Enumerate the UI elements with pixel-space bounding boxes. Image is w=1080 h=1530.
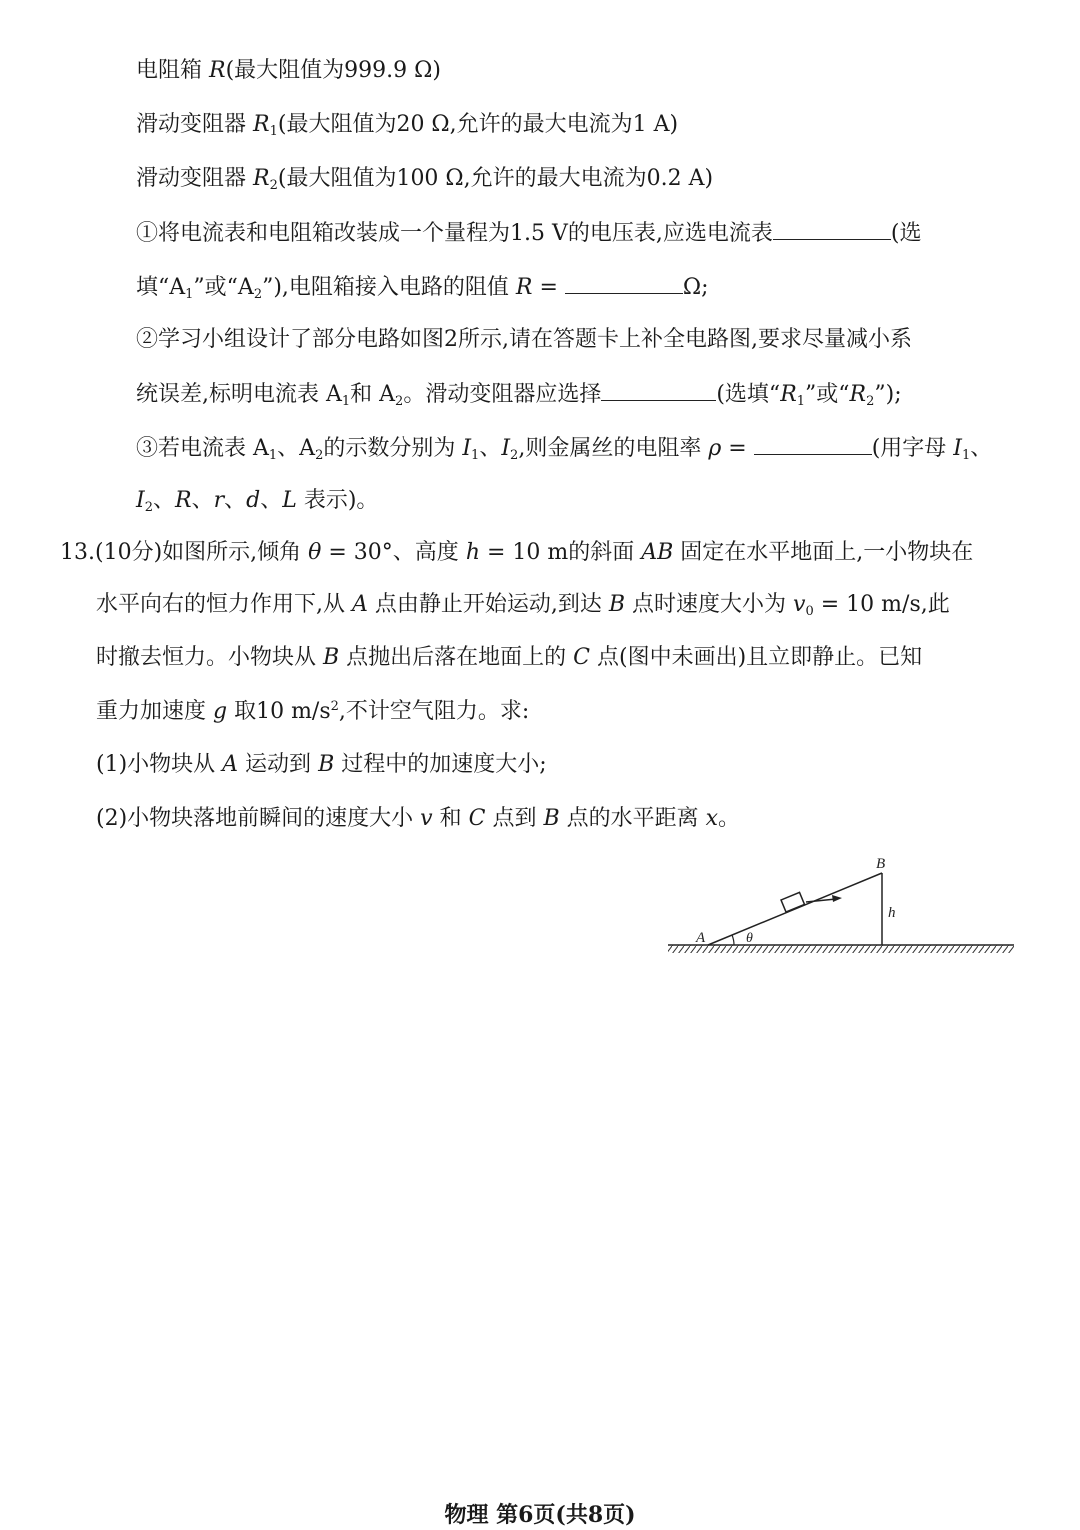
subscript: 1 bbox=[341, 394, 351, 409]
text: 固定在水平地面上,一小物块在 bbox=[673, 540, 974, 565]
text: ②学习小组设计了部分电路如图2所示,请在答题卡上补全电路图,要求尽量减小系 bbox=[136, 327, 912, 352]
text: 填“A bbox=[136, 275, 186, 300]
ground-hatching bbox=[668, 945, 1014, 953]
text: 的示数分别为 bbox=[323, 436, 463, 461]
text: ”或“ bbox=[805, 382, 850, 407]
text: (选 bbox=[890, 221, 922, 246]
subscript: 2 bbox=[269, 178, 278, 193]
text: = 10 m/s,此 bbox=[813, 592, 950, 617]
answer-blank-resistance[interactable] bbox=[565, 271, 683, 294]
text: 。 bbox=[718, 806, 741, 831]
symbol: I bbox=[501, 436, 511, 461]
text: = 10 m的斜面 bbox=[479, 540, 642, 565]
force-arrowhead bbox=[832, 895, 842, 902]
text: 、A bbox=[277, 436, 316, 461]
text: 、 bbox=[479, 436, 502, 461]
subscript: 0 bbox=[805, 604, 814, 619]
text: 取10 m/s bbox=[227, 699, 331, 724]
equipment-resistance-box bbox=[136, 56, 1080, 86]
text: 点到 bbox=[485, 806, 544, 831]
label-a: A bbox=[696, 930, 706, 946]
text: 、 bbox=[224, 488, 247, 513]
page-footer: 物理 第6页(共8页) bbox=[444, 1502, 636, 1528]
text: = bbox=[721, 436, 754, 461]
symbol: g bbox=[213, 699, 228, 724]
text: 和 A bbox=[350, 382, 396, 407]
symbol: B bbox=[543, 806, 560, 831]
label-b: B bbox=[876, 856, 886, 872]
symbol: R bbox=[849, 382, 867, 407]
text: 时撤去恒力。小物块从 bbox=[96, 645, 323, 670]
q13-line4 bbox=[96, 697, 1080, 727]
text: 点(图中未画出)且立即静止。已知 bbox=[590, 645, 923, 670]
text: 、 bbox=[152, 488, 175, 513]
symbol: A bbox=[352, 592, 368, 617]
q12-step2-line2 bbox=[136, 378, 1080, 410]
symbol: x bbox=[705, 806, 719, 831]
text: 点由静止开始运动,到达 bbox=[367, 592, 609, 617]
answer-blank-rheostat[interactable] bbox=[601, 378, 716, 401]
text: 运动到 bbox=[238, 752, 319, 777]
text: 、 bbox=[260, 488, 283, 513]
subscript: 1 bbox=[185, 287, 194, 302]
text: 点的水平距离 bbox=[559, 806, 706, 831]
text: (2)小物块落地前瞬间的速度大小 bbox=[96, 806, 421, 831]
text: ,则金属丝的电阻率 bbox=[518, 436, 709, 461]
text: 滑动变阻器 bbox=[136, 166, 253, 191]
text: = bbox=[532, 275, 565, 300]
subscript: 1 bbox=[961, 448, 971, 463]
text: 13.(10分)如图所示,倾角 bbox=[60, 540, 309, 565]
subscript: 1 bbox=[471, 448, 480, 463]
symbol: C bbox=[468, 806, 486, 831]
text: (1)小物块从 bbox=[96, 752, 223, 777]
text: 滑动变阻器 bbox=[136, 112, 253, 137]
text: ”); bbox=[874, 382, 902, 407]
text: (选填“ bbox=[716, 382, 781, 407]
subscript: 2 bbox=[510, 448, 519, 463]
equipment-rheostat-r1 bbox=[136, 110, 1080, 140]
symbol: R bbox=[780, 382, 797, 407]
text: 点抛出后落在地面上的 bbox=[339, 645, 574, 670]
symbol: v bbox=[420, 806, 433, 831]
q13-subquestion-1 bbox=[96, 750, 1080, 780]
q13-line3 bbox=[96, 643, 1080, 673]
text: 、 bbox=[191, 488, 214, 513]
text: 电阻箱 bbox=[136, 58, 209, 83]
text: 表示)。 bbox=[296, 488, 379, 513]
text: 、 bbox=[970, 436, 993, 461]
text: ”),电阻箱接入电路的阻值 bbox=[262, 275, 516, 300]
text: Ω; bbox=[682, 275, 709, 300]
symbol: v bbox=[793, 592, 806, 617]
q12-step1-line1 bbox=[136, 217, 1080, 249]
symbol: B bbox=[608, 592, 626, 617]
symbol: I bbox=[953, 436, 962, 461]
text: 重力加速度 bbox=[96, 699, 213, 724]
q12-step1-line2 bbox=[136, 271, 1080, 303]
text: ①将电流表和电阻箱改装成一个量程为1.5 V的电压表,应选电流表 bbox=[136, 221, 773, 246]
symbol: I bbox=[462, 436, 472, 461]
superscript: 2 bbox=[330, 699, 339, 714]
symbol: h bbox=[465, 540, 480, 565]
symbol: A bbox=[222, 752, 239, 777]
symbol: d bbox=[246, 488, 261, 513]
subscript: 2 bbox=[866, 394, 875, 409]
q12-step2-line1 bbox=[136, 325, 1080, 355]
label-theta: θ bbox=[746, 931, 753, 946]
text: 。滑动变阻器应选择 bbox=[403, 382, 602, 407]
text: = 30°、高度 bbox=[321, 540, 466, 565]
incline-figure bbox=[660, 850, 1020, 962]
symbol: L bbox=[282, 488, 297, 513]
subscript: 2 bbox=[144, 500, 153, 515]
block bbox=[781, 892, 804, 912]
symbol: R bbox=[175, 488, 192, 513]
text: 统误差,标明电流表 A bbox=[136, 382, 342, 407]
angle-arc bbox=[732, 935, 734, 945]
symbol: R bbox=[253, 112, 270, 137]
subscript: 1 bbox=[269, 124, 278, 139]
subscript: 2 bbox=[395, 394, 404, 409]
symbol: ρ bbox=[708, 436, 722, 461]
text: 水平向右的恒力作用下,从 bbox=[96, 592, 352, 617]
symbol: R bbox=[515, 275, 533, 300]
subscript: 2 bbox=[315, 448, 324, 463]
symbol: r bbox=[213, 488, 225, 513]
label-h: h bbox=[888, 905, 896, 921]
symbol: C bbox=[573, 645, 591, 670]
text: (用字母 bbox=[871, 436, 954, 461]
subscript: 1 bbox=[268, 448, 278, 463]
text: 过程中的加速度大小; bbox=[334, 752, 547, 777]
subscript: 1 bbox=[796, 394, 806, 409]
symbol: θ bbox=[308, 540, 322, 565]
symbol: R bbox=[253, 166, 270, 191]
q13-line1 bbox=[60, 538, 1080, 568]
text: (最大阻值为999.9 Ω) bbox=[225, 58, 441, 83]
symbol: B bbox=[323, 645, 340, 670]
text: 点时速度大小为 bbox=[625, 592, 794, 617]
q13-line2 bbox=[96, 590, 1080, 620]
answer-blank-ammeter[interactable] bbox=[773, 217, 891, 240]
text: ,不计空气阻力。求: bbox=[338, 699, 530, 724]
force-arrow bbox=[806, 899, 836, 902]
answer-blank-resistivity[interactable] bbox=[754, 432, 872, 455]
q12-step3-line2 bbox=[136, 486, 1080, 516]
text: 和 bbox=[432, 806, 469, 831]
text: (最大阻值为100 Ω,允许的最大电流为0.2 A) bbox=[277, 166, 714, 191]
q12-step3-line1 bbox=[136, 432, 1080, 464]
q13-subquestion-2 bbox=[96, 804, 1080, 834]
symbol: R bbox=[209, 58, 226, 83]
subscript: 2 bbox=[253, 287, 263, 302]
equipment-rheostat-r2 bbox=[136, 164, 1080, 194]
symbol: B bbox=[318, 752, 335, 777]
text: (最大阻值为20 Ω,允许的最大电流为1 A) bbox=[277, 112, 679, 137]
symbol: AB bbox=[641, 540, 674, 565]
text: ”或“A bbox=[193, 275, 254, 300]
symbol: I bbox=[136, 488, 145, 513]
text: ③若电流表 A bbox=[136, 436, 269, 461]
